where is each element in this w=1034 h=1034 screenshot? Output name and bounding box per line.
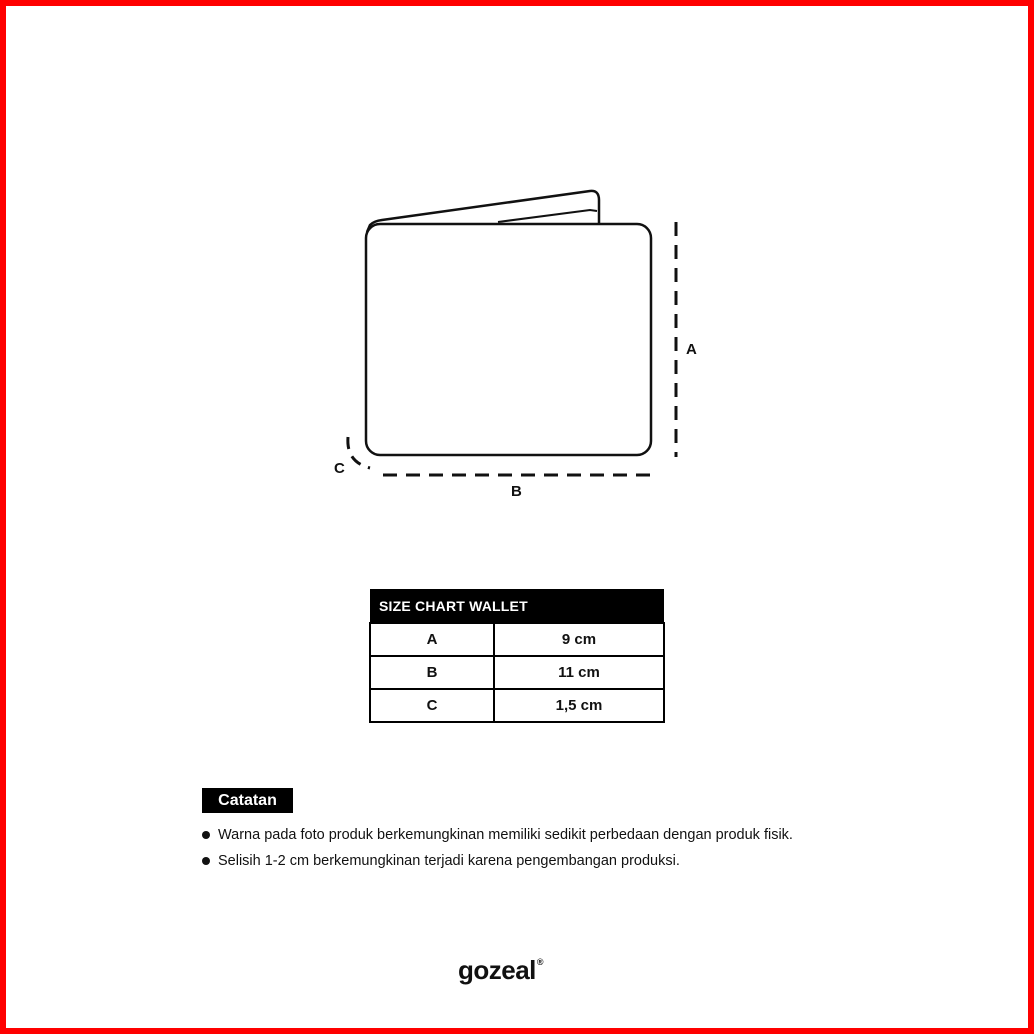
bullet-icon: [202, 857, 210, 865]
list-item: [202, 824, 793, 850]
list-item: [202, 850, 793, 876]
size-chart-title: SIZE CHART WALLET: [370, 589, 664, 623]
table-row: [370, 689, 664, 722]
wallet-diagram: [320, 180, 720, 510]
table-row: [370, 656, 664, 689]
size-chart-table: [369, 589, 665, 723]
table-row: [370, 623, 664, 656]
notes-heading: Catatan: [202, 788, 293, 813]
dimension-label-b: B: [511, 483, 522, 500]
registered-mark: ®: [536, 957, 544, 968]
size-key: C: [370, 689, 494, 722]
wallet-outline-illustration: [320, 180, 720, 510]
size-key: A: [370, 623, 494, 656]
dimension-label-a: A: [686, 341, 697, 358]
size-value: 9 cm: [494, 623, 664, 656]
brand-name: gozeal: [458, 955, 536, 985]
bullet-icon: [202, 831, 210, 839]
note-text: Selisih 1-2 cm berkemungkinan terjadi karena pengembangan produksi.: [218, 853, 680, 869]
brand-logo: [458, 955, 543, 986]
size-value: 11 cm: [494, 656, 664, 689]
dimension-label-c: C: [334, 460, 345, 477]
note-text: Warna pada foto produk berkemungkinan memiliki sedikit perbedaan dengan produk fisik.: [218, 827, 793, 843]
size-value: 1,5 cm: [494, 689, 664, 722]
size-key: B: [370, 656, 494, 689]
notes-list: [202, 824, 793, 876]
